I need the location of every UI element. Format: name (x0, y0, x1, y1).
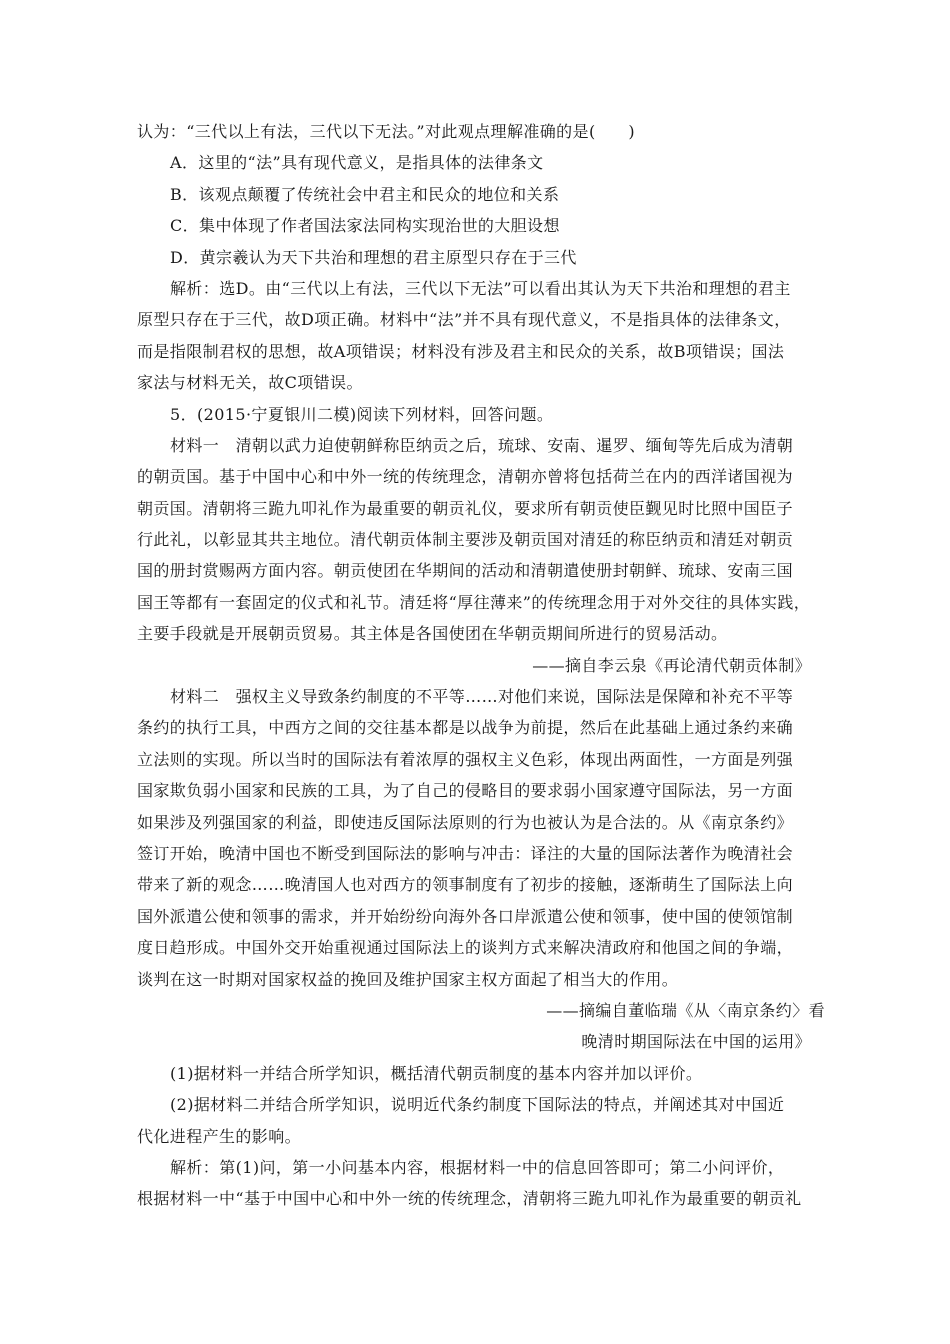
material-1-line: 主要手段就是开展朝贡贸易。其主体是各国使团在华朝贡期间所进行的贸易活动。 (137, 624, 728, 644)
material-2-source-line-2: 晚清时期国际法在中国的运用》 (581, 1032, 811, 1052)
q4-analysis-line: 原型只存在于三代，故D项正确。材料中“法”并不具有现代意义，不是指具体的法律条文， (137, 310, 791, 330)
material-1-line: 国王等都有一套固定的仪式和礼节。清廷将“厚往薄来”的传统理念用于对外交往的具体实践， (137, 592, 811, 612)
option-a: A．这里的“法”具有现代意义，是指具体的法律条文 (170, 153, 544, 173)
material-2-line: 带来了新的观念……晚清国人也对西方的领事制度有了初步的接触，逐渐萌生了国际法上向 (137, 875, 794, 895)
material-1-line: 行此礼，以彰显其共主地位。清代朝贡体制主要涉及朝贡国对清廷的称臣纳贡和清廷对朝贡 (137, 530, 794, 550)
q5-analysis-line: 解析：第(1)问，第一小问基本内容，根据材料一中的信息回答即可；第二小问评价， (170, 1157, 785, 1177)
material-1-line: 朝贡国。清朝将三跪九叩礼作为最重要的朝贡礼仪，要求所有朝贡使臣觐见时比照中国臣子 (137, 498, 794, 518)
material-2-line: 签订开始，晚清中国也不断受到国际法的影响与冲击：译注的大量的国际法著作为晚清社会 (137, 843, 794, 863)
material-2-source-line-1: ——摘编自董临瑞《从〈南京条约〉看 (546, 1000, 825, 1020)
q5-analysis-line: 根据材料一中“基于中国中心和中外一统的传统理念，清朝将三跪九叩礼作为最重要的朝贡礼 (137, 1189, 802, 1209)
material-1-line: 的朝贡国。基于中国中心和中外一统的传统理念，清朝亦曾将包括荷兰在内的西洋诸国视为 (137, 467, 794, 487)
material-1-line: 国的册封赏赐两方面内容。朝贡使团在华期间的活动和清朝遣使册封朝鲜、琉球、安南三国 (137, 561, 794, 581)
sub-question-1: (1)据材料一并结合所学知识，概括清代朝贡制度的基本内容并加以评价。 (170, 1063, 703, 1083)
document-page (137, 116, 825, 1215)
material-2-line: 如果涉及列强国家的利益，即使违反国际法原则的行为也被认为是合法的。从《南京条约》 (137, 812, 794, 832)
q4-analysis-line: 而是指限制君权的思想，故A项错误；材料没有涉及君主和民众的关系，故B项错误；国法 (137, 341, 785, 361)
option-d: D．黄宗羲认为天下共治和理想的君主原型只存在于三代 (170, 247, 577, 267)
material-2-line: 度日趋形成。中国外交开始重视通过国际法上的谈判方式来解决清政府和他国之间的争端， (137, 938, 794, 958)
material-2-line: 材料二 强权主义导致条约制度的不平等……对他们来说，国际法是保障和补充不平等 (170, 687, 794, 707)
option-c: C．集中体现了作者国法家法同构实现治世的大胆设想 (170, 216, 560, 236)
question-4-stem: 认为：“三代以上有法，三代以下无法。”对此观点理解准确的是( ) (137, 122, 636, 141)
material-2-line: 谈判在这一时期对国家权益的挽回及维护国家主权方面起了相当大的作用。 (137, 969, 679, 989)
material-1-line: 材料一 清朝以武力迫使朝鲜称臣纳贡之后，琉球、安南、暹罗、缅甸等先后成为清朝 (170, 435, 794, 455)
q4-analysis-line: 家法与材料无关，故C项错误。 (137, 373, 363, 393)
sub-question-2-cont: 代化进程产生的影响。 (137, 1126, 302, 1146)
option-b: B．该观点颠覆了传统社会中君主和民众的地位和关系 (170, 184, 560, 204)
q4-analysis-line: 解析：选D。由“三代以上有法，三代以下无法”可以看出其认为天下共治和理想的君主 (170, 278, 791, 298)
question-5-header: 5．(2015·宁夏银川二模)阅读下列材料，回答问题。 (170, 404, 554, 424)
material-2-line: 条约的执行工具，中西方之间的交往基本都是以战争为前提，然后在此基础上通过条约来确 (137, 718, 794, 738)
material-2-line: 国外派遣公使和领事的需求，并开始纷纷向海外各口岸派遣公使和领事，使中国的使领馆制 (137, 906, 794, 926)
material-2-line: 国家欺负弱小国家和民族的工具，为了自己的侵略目的要求弱小国家遵守国际法，另一方面 (137, 781, 794, 801)
sub-question-2: (2)据材料二并结合所学知识，说明近代条约制度下国际法的特点，并阐述其对中国近 (170, 1095, 785, 1115)
material-2-line: 立法则的实现。所以当时的国际法有着浓厚的强权主义色彩，体现出两面性，一方面是列强 (137, 749, 794, 769)
material-1-source: ——摘自李云泉《再论清代朝贡体制》 (532, 655, 811, 675)
